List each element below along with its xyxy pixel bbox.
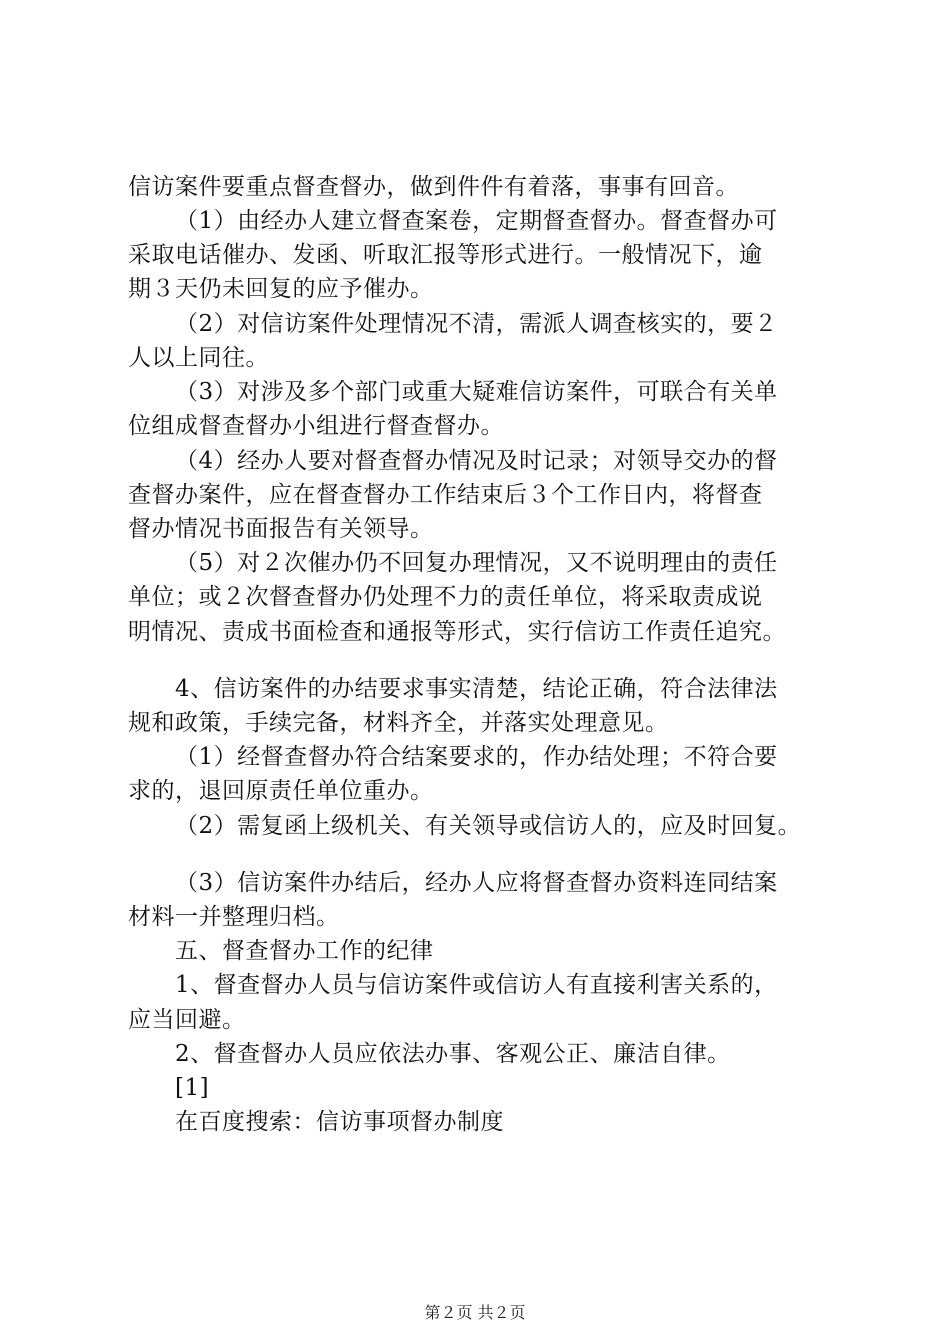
paragraph-line: 督办情况书面报告有关领导。 xyxy=(128,516,434,542)
paragraph-line: 采取电话催办、发函、听取汇报等形式进行。一般情况下，逾 xyxy=(128,242,763,268)
paragraph-line: （2）对信访案件处理情况不清，需派人调查核实的，要２ xyxy=(175,311,778,337)
paragraph-line: 求的，退回原责任单位重办。 xyxy=(128,778,434,804)
reference-marker: [1] xyxy=(175,1075,210,1101)
paragraph-line: 查督办案件，应在督查督办工作结束后３个工作日内，将督查 xyxy=(128,482,763,508)
paragraph-line: 4、信访案件的办结要求事实清楚，结论正确，符合法律法 xyxy=(175,676,778,702)
paragraph-line: 信访案件要重点督查督办，做到件件有着落，事事有回音。 xyxy=(128,174,739,200)
paragraph-line: 应当回避。 xyxy=(128,1007,246,1033)
paragraph-line: 2、督查督办人员应依法办事、客观公正、廉洁自律。 xyxy=(175,1041,731,1067)
paragraph-line: （4）经办人要对督查督办情况及时记录；对领导交办的督 xyxy=(175,448,778,474)
paragraph-line: 1、督查督办人员与信访案件或信访人有直接利害关系的， xyxy=(175,972,778,998)
paragraph-line: （1）由经办人建立督查案卷，定期督查督办。督查督办可 xyxy=(175,208,778,234)
paragraph-line: 材料一并整理归档。 xyxy=(128,904,340,930)
search-hint-line: 在百度搜索：信访事项督办制度 xyxy=(175,1109,504,1135)
paragraph-line: 人以上同往。 xyxy=(128,345,269,371)
paragraph-line: 期３天仍未回复的应予催办。 xyxy=(128,276,434,302)
paragraph-line: 明情况、责成书面检查和通报等形式，实行信访工作责任追究。 xyxy=(128,619,786,645)
page-number-footer: 第２页 共２页 xyxy=(424,1303,526,1322)
paragraph-line: （3）对涉及多个部门或重大疑难信访案件，可联合有关单 xyxy=(175,379,778,405)
paragraph-line: （3）信访案件办结后，经办人应将督查督办资料连同结案 xyxy=(175,870,778,896)
paragraph-line: （1）经督查督办符合结案要求的，作办结处理；不符合要 xyxy=(175,744,778,770)
section-heading: 五、督查督办工作的纪律 xyxy=(175,938,434,964)
paragraph-line: 位组成督查督办小组进行督查督办。 xyxy=(128,413,504,439)
paragraph-line: （2）需复函上级机关、有关领导或信访人的，应及时回复。 xyxy=(175,813,802,839)
paragraph-line: （5）对２次催办仍不回复办理情况，又不说明理由的责任 xyxy=(175,550,778,576)
paragraph-line: 规和政策，手续完备，材料齐全，并落实处理意见。 xyxy=(128,710,669,736)
paragraph-line: 单位；或２次督查督办仍处理不力的责任单位，将采取责成说 xyxy=(128,584,763,610)
